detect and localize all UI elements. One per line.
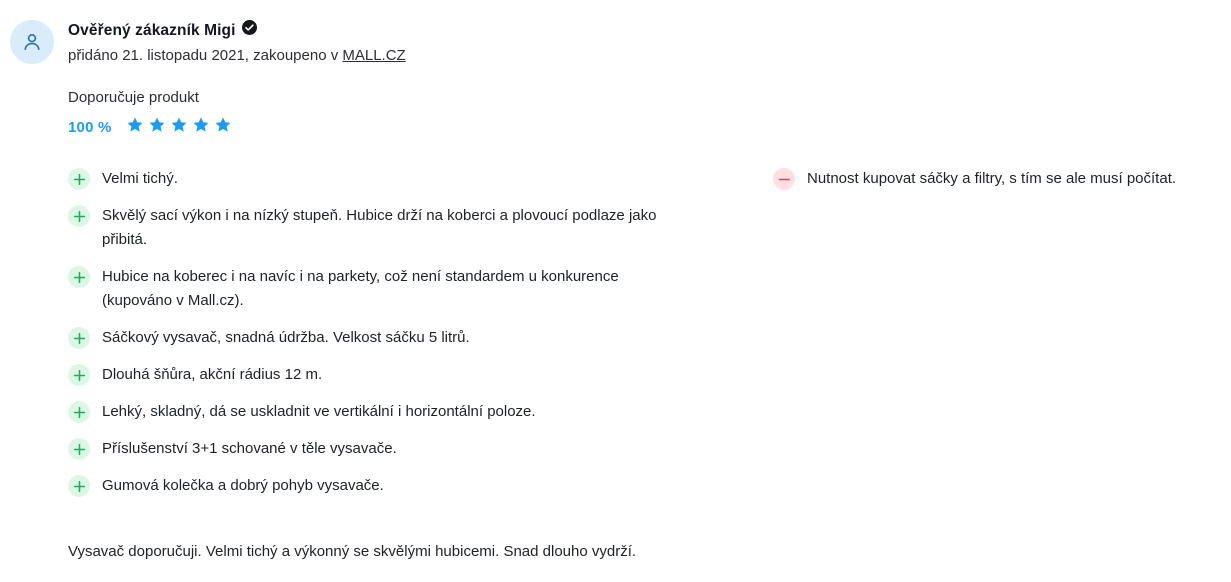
author-name: Ověřený zákazník Migi bbox=[68, 21, 236, 39]
review-date-text: přidáno 21. listopadu 2021, zakoupeno v bbox=[68, 47, 343, 64]
rating-percent: 100 % bbox=[68, 119, 112, 136]
star-icon bbox=[170, 116, 188, 139]
pro-text: Hubice na koberec i na navíc i na parkety, což není standardem u konkurence (kupováno v Mall.cz). bbox=[102, 268, 619, 309]
pros-cons-columns bbox=[68, 167, 1221, 511]
plus-icon bbox=[68, 364, 90, 386]
star-icon bbox=[214, 116, 232, 139]
star-icon bbox=[148, 116, 166, 139]
recommendation-label: Doporučuje produkt bbox=[68, 89, 199, 106]
plus-icon bbox=[68, 205, 90, 227]
plus-icon bbox=[68, 438, 90, 460]
review-header bbox=[10, 18, 1221, 66]
author-line bbox=[68, 20, 406, 41]
list-item bbox=[68, 437, 718, 461]
list-item bbox=[68, 265, 718, 313]
list-item bbox=[68, 400, 718, 424]
recommendation-block bbox=[68, 88, 1221, 139]
review-summary: Vysavač doporučuji. Velmi tichý a výkonný se skvělými hubicemi. Snad dlouho vydrží. bbox=[68, 543, 637, 560]
verified-check-icon bbox=[242, 20, 257, 41]
pro-text: Gumová kolečka a dobrý pohyb vysavače. bbox=[102, 477, 384, 494]
rating-row bbox=[68, 116, 1221, 139]
user-avatar-icon bbox=[10, 20, 54, 64]
review-meta bbox=[68, 46, 406, 66]
list-item bbox=[773, 167, 1221, 191]
star-rating bbox=[126, 116, 232, 139]
star-icon bbox=[126, 116, 144, 139]
con-text: Nutnost kupovat sáčky a filtry, s tím se ale musí počítat. bbox=[807, 170, 1177, 187]
pro-text: Lehký, skladný, dá se uskladnit ve vertikální i horizontální poloze. bbox=[102, 403, 536, 420]
pros-list bbox=[68, 167, 718, 511]
plus-icon bbox=[68, 168, 90, 190]
list-item bbox=[68, 326, 718, 350]
shop-link[interactable]: MALL.CZ bbox=[342, 47, 406, 64]
plus-icon bbox=[68, 266, 90, 288]
list-item bbox=[68, 167, 718, 191]
list-item bbox=[68, 474, 718, 498]
plus-icon bbox=[68, 401, 90, 423]
pro-text: Skvělý sací výkon i na nízký stupeň. Hubice drží na koberci a plovoucí podlaze jako přibitá. bbox=[102, 207, 657, 248]
minus-icon bbox=[773, 168, 795, 190]
pro-text: Dlouhá šňůra, akční rádius 12 m. bbox=[102, 366, 323, 383]
pro-text: Příslušenství 3+1 schované v těle vysavače. bbox=[102, 440, 397, 457]
star-icon bbox=[192, 116, 210, 139]
review-header-text bbox=[68, 18, 406, 66]
pro-text: Sáčkový vysavač, snadná údržba. Velkost sáčku 5 litrů. bbox=[102, 329, 470, 346]
plus-icon bbox=[68, 475, 90, 497]
plus-icon bbox=[68, 327, 90, 349]
pro-text: Velmi tichý. bbox=[102, 170, 178, 187]
cons-list bbox=[718, 167, 1221, 511]
list-item bbox=[68, 363, 718, 387]
list-item bbox=[68, 204, 718, 252]
